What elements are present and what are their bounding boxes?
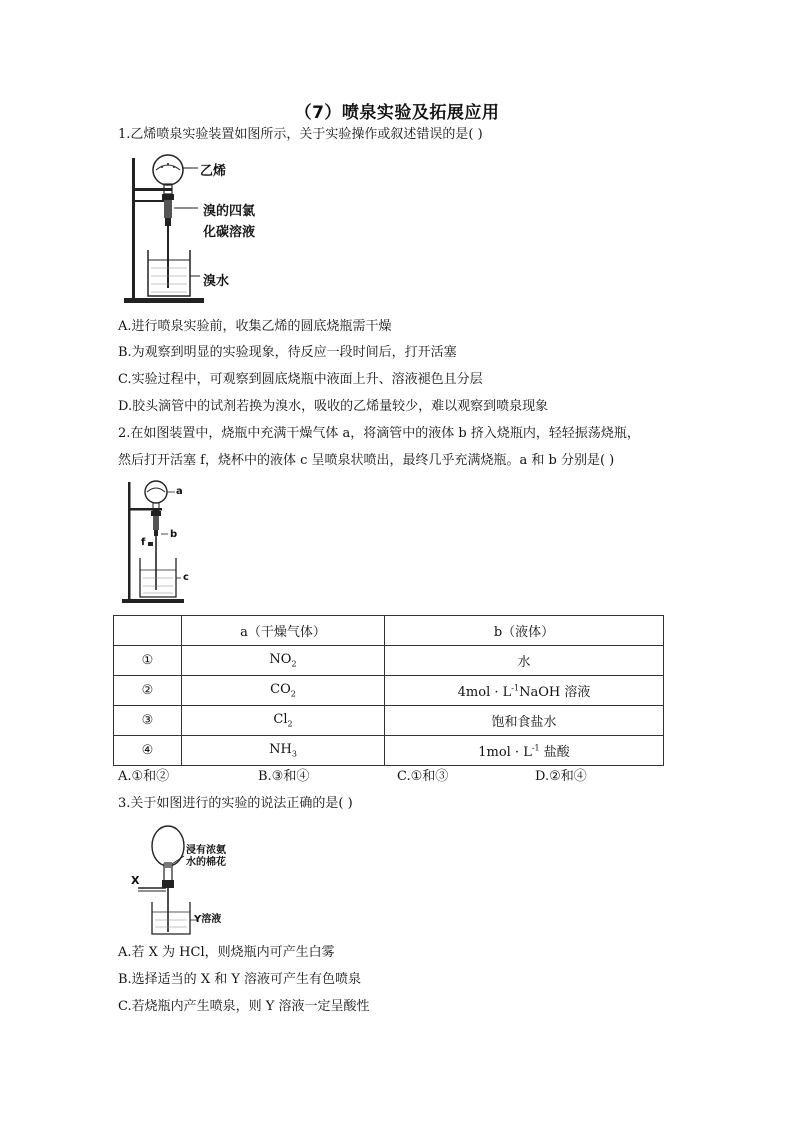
page-title: （7）喷泉实验及拓展应用 [294, 103, 500, 123]
label-bromine-ccl4-line2: 化碳溶液 [203, 225, 256, 240]
formula-base: NH [269, 742, 292, 758]
question-1-stem: 1.乙烯喷泉实验装置如图所示，关于实验操作或叙述错误的是( ) [118, 127, 483, 142]
label-y-solution: Y溶液 [194, 914, 222, 925]
unit-superscript: -1 [511, 683, 520, 693]
label-bromine-ccl4-line1: 溴的四氯 [203, 204, 256, 219]
q1-option-a: A.进行喷泉实验前，收集乙烯的圆底烧瓶需干燥 [118, 319, 392, 334]
label-x: X [131, 874, 140, 887]
formula-base: CO [270, 682, 291, 698]
table-cell-a [182, 646, 385, 676]
question-2-stem-line2: 然后打开活塞 f，烧杯中的液体 c 呈喷泉状喷出，最终几乎充满烧瓶。a 和 b 分别是( ) [118, 453, 615, 468]
liquid-text: 水 [517, 655, 531, 670]
formula-subscript: 2 [287, 719, 293, 729]
label-ammonia-cotton-line1: 浸有浓氨 [186, 845, 226, 856]
liquid-text-suffix: NaOH 溶液 [519, 685, 591, 700]
label-f: f [141, 537, 146, 548]
table-header-row [114, 616, 664, 646]
table-header-cell: b（液体） [385, 616, 664, 646]
label-ethylene: 乙烯 [200, 164, 227, 179]
table-cell-b [385, 706, 664, 736]
table-row [114, 646, 664, 676]
q3-option-a: A.若 X 为 HCl，则烧瓶内可产生白雾 [118, 945, 335, 960]
table-cell-num: ① [114, 646, 182, 676]
table-row [114, 676, 664, 706]
table-header-cell: a（干燥气体） [182, 616, 385, 646]
table-cell-b [385, 736, 664, 766]
label-ammonia-cotton-line2: 水的棉花 [186, 857, 226, 868]
q3-option-c: C.若烧瓶内产生喷泉，则 Y 溶液一定呈酸性 [118, 999, 370, 1014]
figure-fountain-apparatus-a-b [118, 478, 198, 606]
q2-option-c: C.①和③ [397, 769, 449, 784]
label-bromine-water: 溴水 [203, 274, 230, 289]
table-row [114, 736, 664, 766]
label-b: b [170, 529, 178, 540]
figure-ethylene-fountain-apparatus [118, 148, 208, 308]
table-cell-num: ③ [114, 706, 182, 736]
table-header-cell [114, 616, 182, 646]
q2-option-d: D.②和④ [535, 769, 587, 784]
figure-ammonia-cotton-apparatus [128, 822, 238, 938]
table-cell-b [385, 676, 664, 706]
formula-base: Cl [273, 712, 288, 728]
formula-subscript: 2 [291, 659, 297, 669]
table-cell-num: ④ [114, 736, 182, 766]
liquid-text: 4mol · L [457, 685, 512, 700]
table-row [114, 706, 664, 736]
question-3-stem: 3.关于如图进行的实验的说法正确的是( ) [118, 796, 353, 811]
formula-base: NO [269, 652, 292, 668]
liquid-text-suffix: 盐酸 [539, 745, 570, 760]
gas-liquid-table [113, 615, 664, 766]
table-cell-num: ② [114, 676, 182, 706]
q2-option-a: A.①和② [118, 769, 170, 784]
liquid-text: 1mol · L [478, 745, 532, 760]
table-cell-b [385, 646, 664, 676]
q3-option-b: B.选择适当的 X 和 Y 溶液可产生有色喷泉 [118, 972, 362, 987]
label-a: a [176, 486, 183, 497]
q1-option-b: B.为观察到明显的实验现象，待反应一段时间后，打开活塞 [118, 345, 457, 360]
question-2-stem-line1: 2.在如图装置中，烧瓶中充满干燥气体 a，将滴管中的液体 b 挤入烧瓶内，轻轻振荡烧瓶， [118, 426, 640, 441]
q1-option-c: C.实验过程中，可观察到圆底烧瓶中液面上升、溶液褪色且分层 [118, 372, 483, 387]
table-cell-a [182, 706, 385, 736]
label-c: c [183, 572, 189, 583]
q1-option-d: D.胶头滴管中的试剂若换为溴水，吸收的乙烯量较少，难以观察到喷泉现象 [118, 399, 549, 414]
liquid-text: 饱和食盐水 [491, 715, 557, 730]
q2-option-b: B.③和④ [258, 769, 310, 784]
table-cell-a [182, 736, 385, 766]
formula-subscript: 2 [290, 689, 296, 699]
formula-subscript: 3 [291, 749, 297, 759]
unit-superscript: -1 [531, 743, 540, 753]
table-cell-a [182, 676, 385, 706]
